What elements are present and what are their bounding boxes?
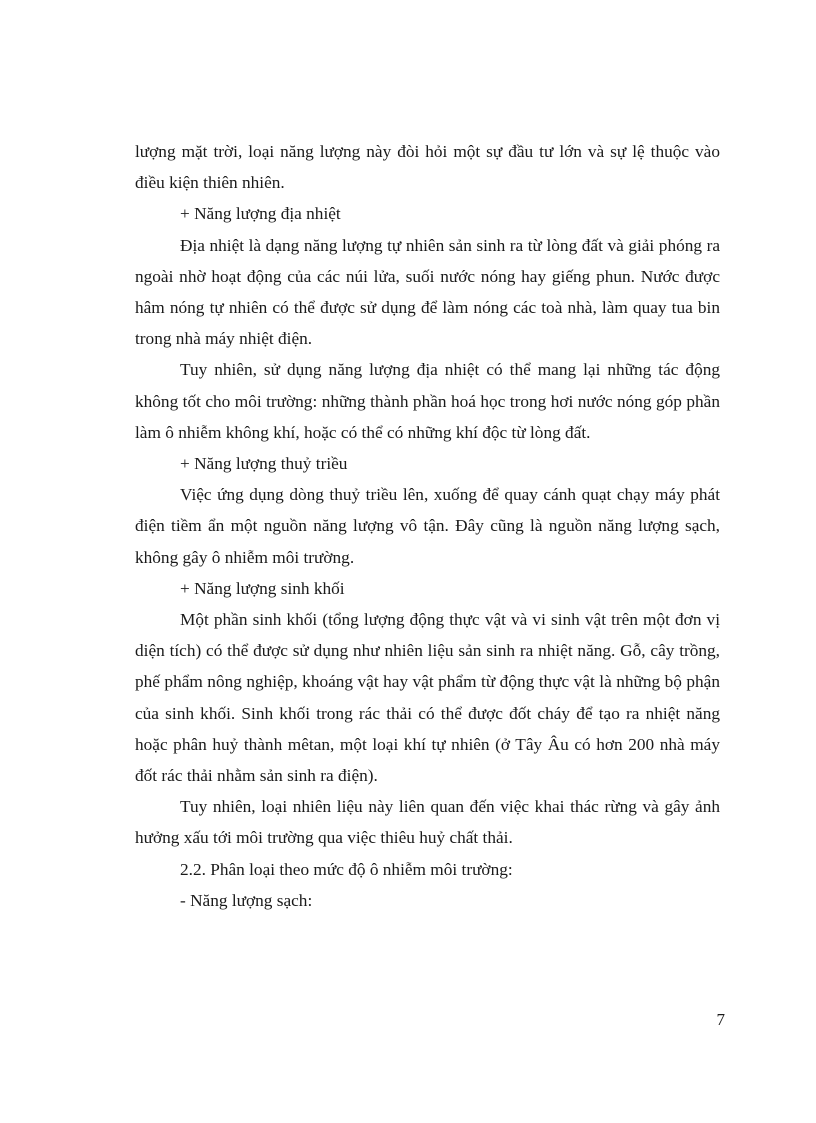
subheading-tidal: + Năng lượng thuỷ triều — [180, 454, 348, 474]
section-heading-classification: 2.2. Phân loại theo mức độ ô nhiễm môi trường: — [180, 859, 513, 879]
paragraph-tidal: Việc ứng dụng dòng thuỷ triều lên, xuống để quay cánh quạt chạy máy phát điện tiềm ẩn một nguồn năng lượng vô tận. Đây cũng là nguồn năng lượng sạch, không gây ô nhiễm môi trường. — [135, 485, 720, 567]
body-text — [135, 136, 720, 916]
paragraph-continuation: lượng mặt trời, loại năng lượng này đòi hỏi một sự đầu tư lớn và sự lệ thuộc vào điều kiện thiên nhiên. — [135, 142, 720, 193]
subheading-geothermal: + Năng lượng địa nhiệt — [180, 204, 341, 224]
paragraph-biomass: Một phần sinh khối (tổng lượng động thực vật và vi sinh vật trên một đơn vị diện tích) có thể được sử dụng như nhiên liệu sản sinh ra nhiệt năng. Gỗ, cây trồng, phế phẩm nông nghiệp, khoáng vật hay vật phẩm từ động thực vật là những bộ phận của sinh khối. Sinh khối trong rác thải có thể được đốt cháy để tạo ra nhiệt năng hoặc phân huỷ thành mêtan, một loại khí tự nhiên (ở Tây Âu có hơn 200 nhà máy đốt rác thải nhằm sản sinh ra điện). — [135, 610, 720, 786]
paragraph-geothermal-definition: Địa nhiệt là dạng năng lượng tự nhiên sản sinh ra từ lòng đất và giải phóng ra ngoài nhờ hoạt động của các núi lửa, suối nước nóng hay giếng phun. Nước được hâm nóng tự nhiên có thể được sử dụng để làm nóng các toà nhà, làm quay tua bin trong nhà máy nhiệt điện. — [135, 235, 720, 349]
paragraph-geothermal-impact: Tuy nhiên, sử dụng năng lượng địa nhiệt có thể mang lại những tác động không tốt cho môi trường: những thành phần hoá học trong hơi nước nóng góp phần làm ô nhiễm không khí, hoặc có thể có những khí độc từ lòng đất. — [135, 360, 720, 442]
paragraph-biomass-impact: Tuy nhiên, loại nhiên liệu này liên quan đến việc khai thác rừng và gây ảnh hưởng xấu tới môi trường qua việc thiêu huỷ chất thải. — [135, 797, 720, 848]
subheading-biomass: + Năng lượng sinh khối — [180, 578, 345, 598]
page-number: 7 — [716, 1010, 725, 1029]
list-item-clean-energy: - Năng lượng sạch: — [180, 890, 313, 910]
